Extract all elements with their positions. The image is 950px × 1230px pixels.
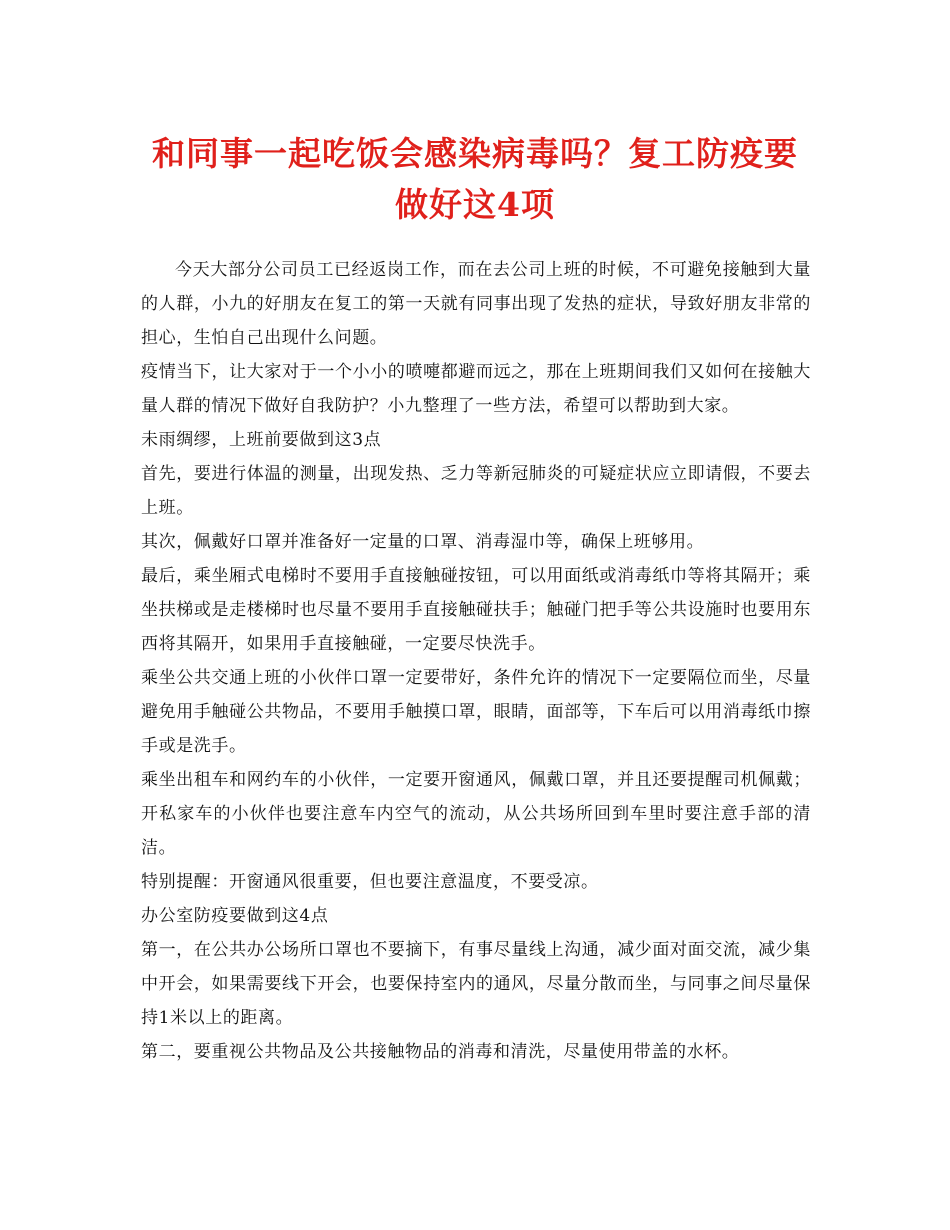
paragraph: 其次，佩戴好口罩并准备好一定量的口罩、消毒湿巾等，确保上班够用。: [141, 532, 705, 552]
paragraph: 首先，要进行体温的测量，出现发热、乏力等新冠肺炎的可疑症状应立即请假，不要去上班。: [141, 464, 811, 518]
paragraph: 乘坐公共交通上班的小伙伴口罩一定要带好，条件允许的情况下一定要隔位而坐，尽量避免用手触碰公共物品，不要用手触摸口罩，眼睛，面部等，下车后可以用消毒纸巾擦手或是洗手。: [141, 668, 811, 756]
paragraph: 第二，要重视公共物品及公共接触物品的消毒和清洗，尽量使用带盖的水杯。: [141, 1042, 740, 1062]
paragraph: 最后，乘坐厢式电梯时不要用手直接触碰按钮，可以用面纸或消毒纸巾等将其隔开；乘坐扶梯或是走楼梯时也尽量不要用手直接触碰扶手；触碰门把手等公共设施时也要用东西将其隔开，如果用手直接触碰，一定要尽快洗手。: [141, 566, 811, 654]
document-title: [120, 128, 830, 230]
paragraph: 疫情当下，让大家对于一个小小的喷嚏都避而远之，那在上班期间我们又如何在接触大量人群的情况下做好自我防护？小九整理了一些方法，希望可以帮助到大家。: [141, 362, 811, 416]
document-body: [141, 253, 811, 1069]
section-heading: 办公室防疫要做到这4点: [141, 906, 329, 926]
paragraph: 特别提醒：开窗通风很重要，但也要注意温度，不要受凉。: [141, 872, 599, 892]
paragraph-intro: 今天大部分公司员工已经返岗工作，而在去公司上班的时候，不可避免接触到大量的人群，小九的好朋友在复工的第一天就有同事出现了发热的症状，导致好朋友非常的担心，生怕自己出现什么问题。: [141, 260, 811, 348]
title-line-2: 做好这4项: [395, 185, 555, 224]
title-line-1: 和同事一起吃饭会感染病毒吗？复工防疫要: [152, 134, 798, 173]
paragraph: 第一，在公共办公场所口罩也不要摘下，有事尽量线上沟通，减少面对面交流，减少集中开会，如果需要线下开会，也要保持室内的通风，尽量分散而坐，与同事之间尽量保持1米以上的距离。: [141, 940, 811, 1028]
paragraph: 乘坐出租车和网约车的小伙伴，一定要开窗通风，佩戴口罩，并且还要提醒司机佩戴；开私家车的小伙伴也要注意车内空气的流动，从公共场所回到车里时要注意手部的清洁。: [141, 770, 811, 858]
section-heading: 未雨绸缪，上班前要做到这3点: [141, 430, 382, 450]
